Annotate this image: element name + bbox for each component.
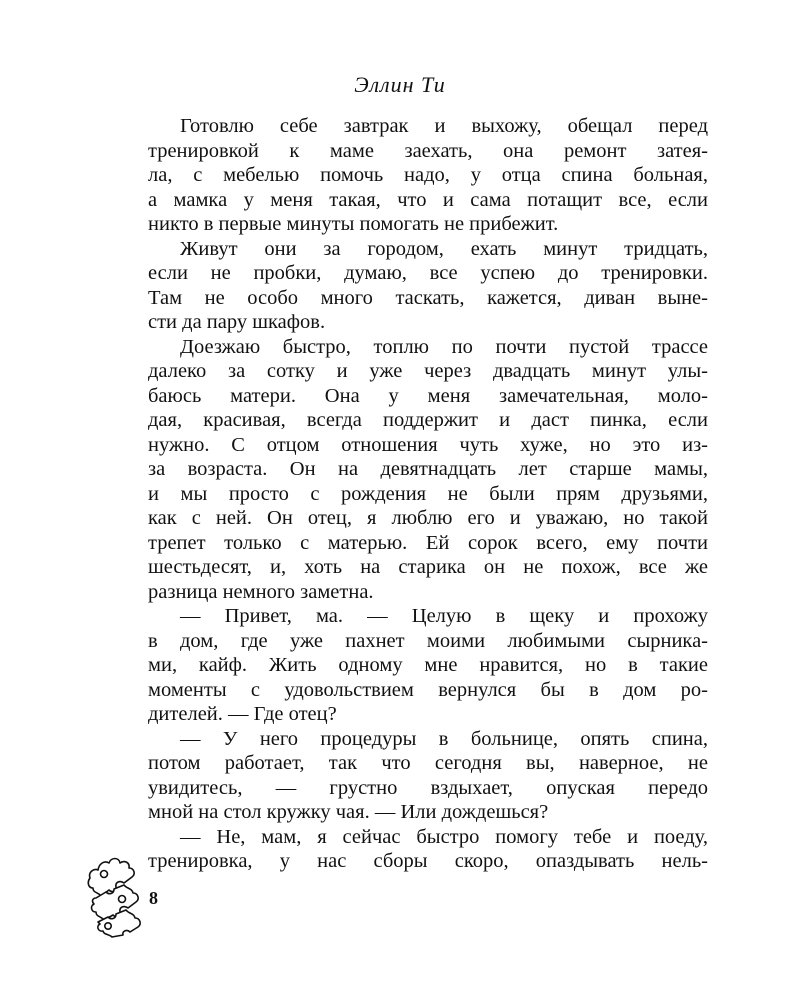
- text-line: Доезжаю быстро, топлю по почти пустой трассе: [180, 335, 708, 358]
- text-line: если не пробки, думаю, все успею до тренировки.: [148, 262, 708, 284]
- text-line: дая, красивая, всегда поддержит и даст пинка, если: [148, 409, 708, 431]
- text-line: за возраста. Он на девятнадцать лет старше мамы,: [148, 458, 708, 480]
- text-line: трепет только с матерью. Ей сорок всего, ему почти: [148, 531, 708, 554]
- text-line: дителей. — Где отец?: [148, 703, 337, 725]
- text-line: разница немного заметна.: [148, 580, 374, 603]
- text-line: Готовлю себе завтрак и выхожу, обещал перед: [180, 115, 708, 137]
- text-line: и мы просто с рождения не были прям друзьями,: [148, 482, 708, 505]
- text-line: тренировкой к маме заехать, она ремонт затея-: [148, 139, 708, 162]
- text-line: потом работает, так что сегодня вы, наверное, не: [148, 752, 708, 774]
- text-line: сти да пару шкафов.: [148, 311, 326, 333]
- puzzle-pieces-icon: [84, 852, 148, 938]
- text-line: а мамка у меня такая, что и сама потащит все, если: [148, 188, 708, 211]
- running-title: Эллин Ти: [354, 72, 446, 97]
- text-line: никто в первые минуты помогать не прибежит.: [148, 213, 559, 235]
- text-line: нужно. С отцом отношения чуть хуже, но это из-: [148, 433, 708, 456]
- text-line: баюсь матери. Она у меня замечательная, моло-: [148, 384, 708, 407]
- text-line: увидитесь, — грустно вздыхает, опуская передо: [148, 776, 708, 799]
- body-text: [148, 114, 708, 874]
- text-line: как с ней. Он отец, я люблю его и уважаю, но такой: [148, 507, 708, 529]
- text-line: в дом, где уже пахнет моими любимыми сырника-: [148, 629, 708, 652]
- text-line: Живут они за городом, ехать минут тридцать,: [180, 237, 708, 260]
- text-line: ми, кайф. Жить одному мне нравится, но в такие: [148, 654, 708, 676]
- text-line: Там не особо много таскать, кажется, диван выне-: [148, 286, 708, 309]
- text-line: мной на стол кружку чая. — Или дождешься?: [148, 801, 549, 823]
- page-number: 8: [149, 888, 158, 908]
- text-line: — Привет, ма. — Целую в щеку и прохожу: [180, 605, 708, 627]
- text-line: шестьдесят, и, хоть на старика он не похож, все же: [148, 556, 708, 578]
- text-line: моменты с удовольствием вернулся бы в дом ро-: [148, 678, 708, 701]
- text-line: ла, с мебелью помочь надо, у отца спина больная,: [148, 164, 708, 186]
- text-line: — Не, мам, я сейчас быстро помогу тебе и поеду,: [180, 825, 708, 848]
- text-line: — У него процедуры в больнице, опять спина,: [180, 727, 708, 750]
- text-line: далеко за сотку и уже через двадцать минут улы-: [148, 360, 708, 382]
- text-line: тренировка, у нас сборы скоро, опаздывать нель-: [148, 850, 708, 872]
